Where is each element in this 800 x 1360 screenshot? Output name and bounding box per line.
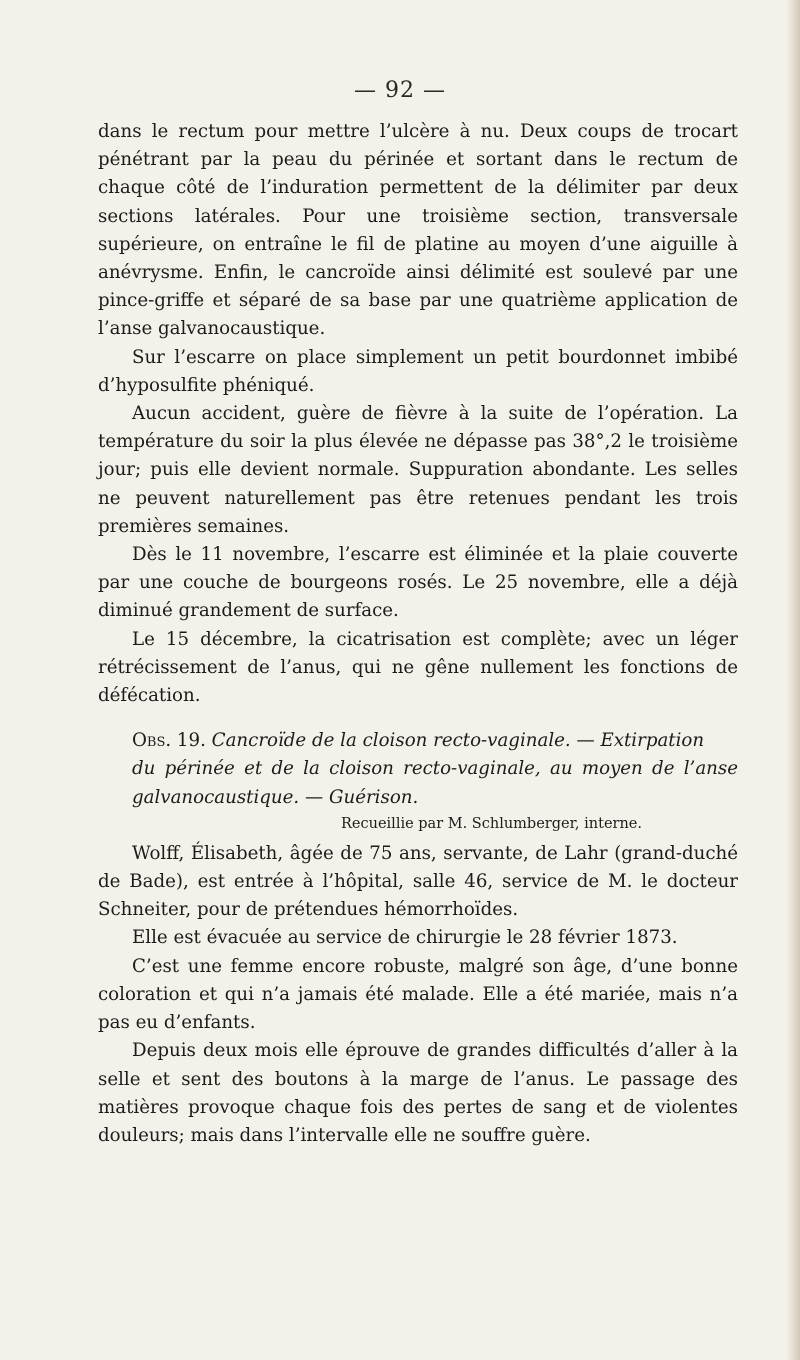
observation-title-part2: Extirpation <box>600 730 705 752</box>
observation-label: Obs. 19. <box>132 730 206 752</box>
observation-heading-continuation <box>98 755 738 811</box>
paragraph: Aucun accident, guère de fièvre à la suite de l’opération. La température du soir la plus élevée ne dépasse pas 38°,2 le troisième jour; puis elle devient normale. Suppuration abondante. Les selles ne peuvent naturellement pas être retenues pendant les trois premières semaines. <box>98 403 738 537</box>
observation-dash: — <box>304 786 324 808</box>
body-text <box>98 118 738 1150</box>
observation-title-part1: Cancroïde de la cloison recto-vaginale. <box>211 730 571 752</box>
page-edge-shadow <box>786 0 800 1360</box>
paragraph: C’est une femme encore robuste, malgré son âge, d’une bonne coloration et qui n’a jamais été malade. Elle a été mariée, mais n’a pas eu d’enfants. <box>98 955 738 1034</box>
observation-heading <box>98 727 738 755</box>
observation-dash: — <box>576 730 595 752</box>
paragraph: Depuis deux mois elle éprouve de grandes difficultés d’aller à la selle et sent des boutons à la marge de l’anus. Le passage des matières provoque chaque fois des pertes de sang et de violentes douleurs; mais dans l’intervalle elle ne souffre guère. <box>98 1040 738 1146</box>
observation-title-part3: Guérison. <box>328 786 419 808</box>
observation-title-cont: du périnée et de la cloison recto-vaginale, au moyen de l’anse galvanocaustique. <box>132 758 738 808</box>
paragraph: Dès le 11 novembre, l’escarre est éliminée et la plaie couverte par une couche de bourgeons rosés. Le 25 novembre, elle a déjà diminué grandement de surface. <box>98 544 738 622</box>
paragraph: Wolff, Élisabeth, âgée de 75 ans, servante, de Lahr (grand-duché de Bade), est entrée à l’hôpital, salle 46, service de M. le docteur Schneiter, pour de prétendues hémorrhoïdes. <box>98 842 738 921</box>
page-number: — 92 — <box>354 78 446 103</box>
paragraph: Sur l’escarre on place simplement un petit bourdonnet imbibé d’hyposulfite phéniqué. <box>98 346 738 396</box>
paragraph: Le 15 décembre, la cicatrisation est complète; avec un léger rétrécissement de l’anus, qui ne gêne nullement les fonctions de défécation. <box>98 628 738 707</box>
attribution: Recueillie par M. Schlumberger, interne. <box>341 815 642 832</box>
paragraph: Elle est évacuée au service de chirurgie le 28 février 1873. <box>132 927 678 949</box>
paragraph-continuation: dans le rectum pour mettre l’ulcère à nu. Deux coups de trocart pénétrant par la peau du périnée et sortant dans le rectum de chaque côté de l’induration permettent de la délimiter par deux sections latérales. Pour une troisième section, transversale supérieure, on entraîne le fil de platine au moyen d’une aiguille à anévrysme. Enfin, le cancroïde ainsi délimité est soulevé par une pince-griffe et séparé de sa base par une quatrième application de l’anse galvanocaustique. <box>98 121 738 340</box>
